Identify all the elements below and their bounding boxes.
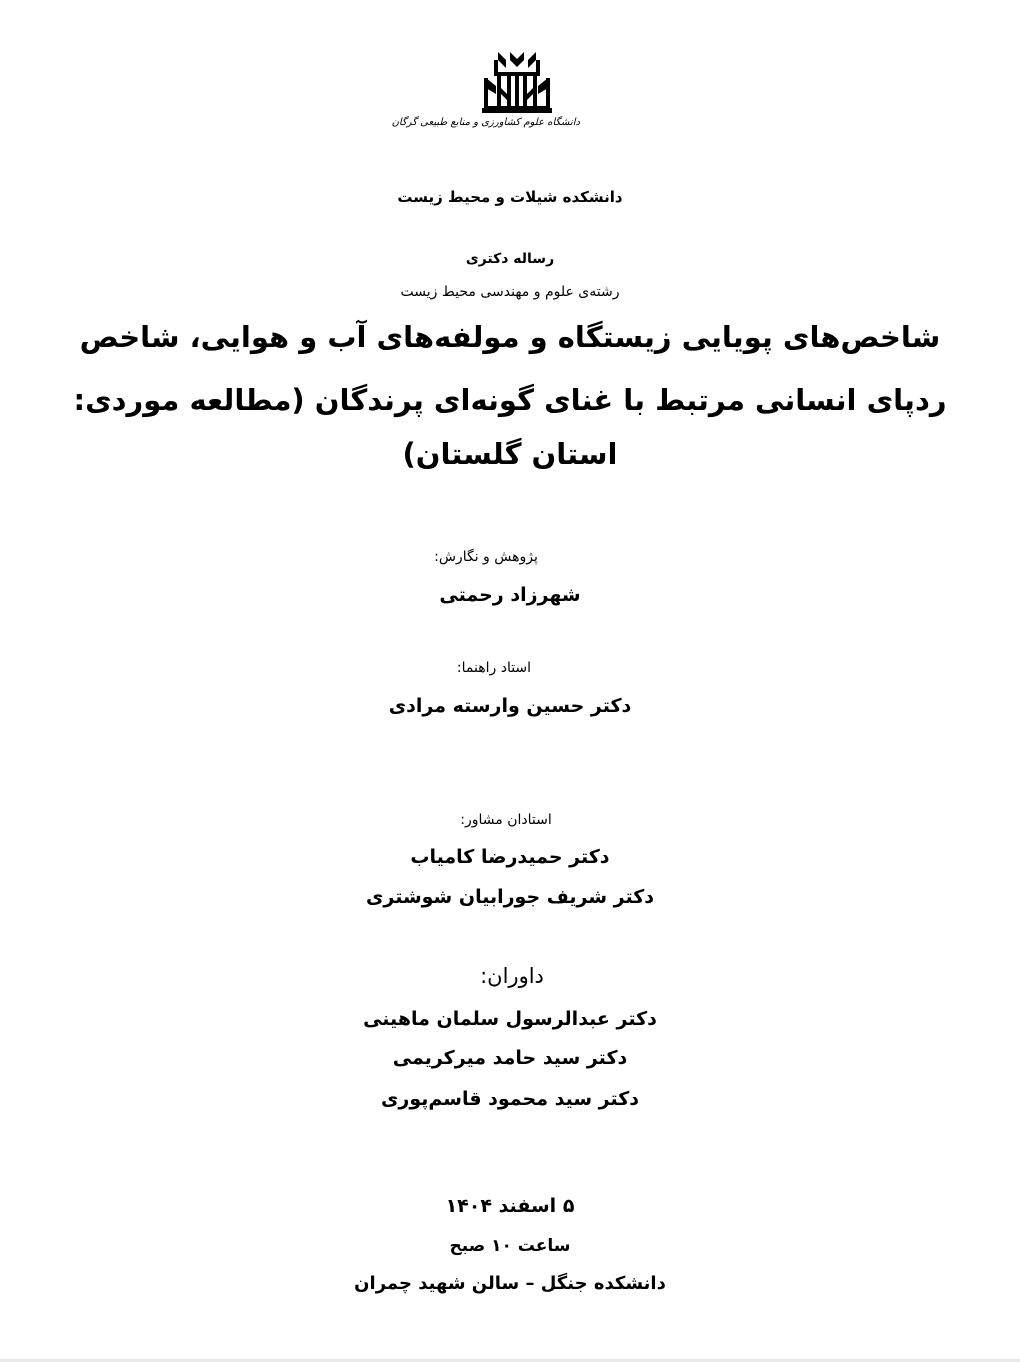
defense-time: ساعت ۱۰ صبح xyxy=(449,1236,571,1256)
university-name-caption: دانشگاه علوم کشاورزی و منابع طبیعی گرگان xyxy=(391,117,580,128)
advisors-label: استادان مشاور: xyxy=(460,812,552,828)
defense-venue: دانشکده جنگل – سالن شهید چمران xyxy=(354,1273,666,1294)
author-name: شهرزاد رحمتی xyxy=(439,584,581,606)
supervisor-label: استاد راهنما: xyxy=(456,660,532,676)
faculty-name: دانشکده شیلات و محیط زیست xyxy=(397,188,623,206)
thesis-title-line-2: ردپای انسانی مرتبط با غنای گونه‌ای پرندگان (مطالعه موردی: xyxy=(73,383,947,417)
supervisor-name: دکتر حسین وارسته مرادی xyxy=(388,695,632,717)
author-label: پژوهش و نگارش: xyxy=(434,549,538,565)
thesis-type: رساله دکتری xyxy=(465,251,555,267)
referee-name: دکتر سید محمود قاسم‌پوری xyxy=(380,1088,640,1110)
referees-label: داوران: xyxy=(480,964,544,988)
defense-date: ۵ اسفند ۱۴۰۴ xyxy=(445,1195,575,1217)
referee-name: دکتر عبدالرسول سلمان ماهینی xyxy=(363,1008,657,1030)
thesis-title-line-3: استان گلستان) xyxy=(402,437,618,471)
advisor-name: دکتر حمیدرضا کامیاب xyxy=(410,846,610,868)
field-of-study: رشته‌ی علوم و مهندسی محیط زیست xyxy=(400,284,620,300)
thesis-title-line-1: شاخص‌های پویایی زیستگاه و مولفه‌های آب و هوایی، شاخص xyxy=(79,320,941,354)
referee-name: دکتر سید حامد میرکریمی xyxy=(392,1047,628,1069)
advisor-name: دکتر شریف جورابیان شوشتری xyxy=(365,886,655,908)
